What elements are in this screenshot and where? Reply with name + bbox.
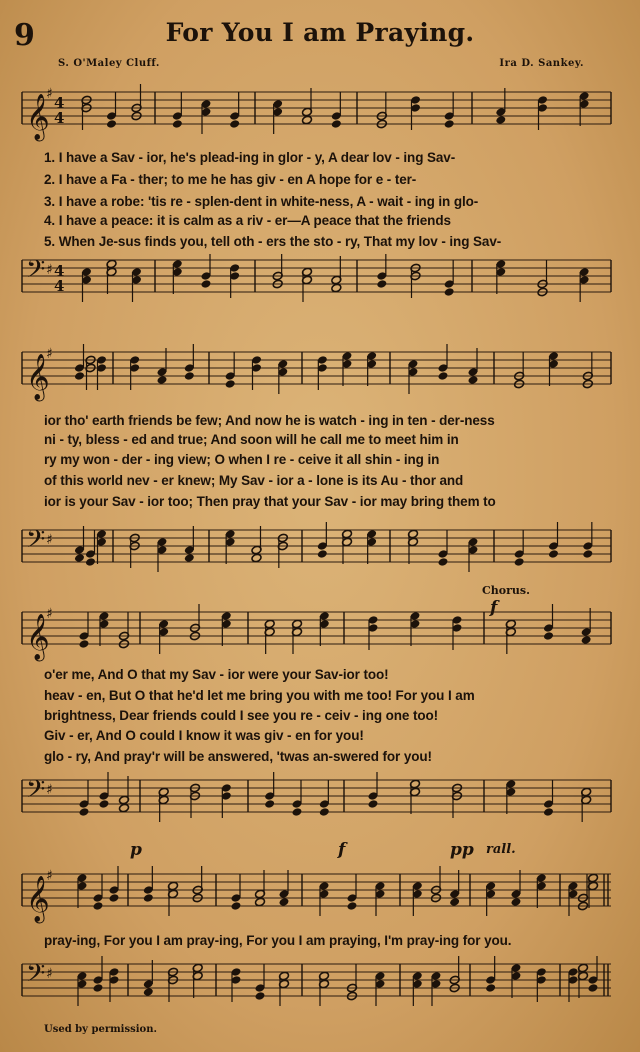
lyric-line: brightness, Dear friends could I see you re - ceiv - ing one too!: [44, 708, 439, 723]
svg-text:♯: ♯: [46, 606, 53, 622]
lyric-line: ior is your Sav - ior too; Then pray that your Sav - ior may bring them to: [44, 494, 496, 509]
svg-text:𝄞: 𝄞: [26, 354, 50, 400]
svg-text:4: 4: [54, 277, 65, 295]
dynamic-marking: f: [490, 598, 498, 618]
dynamic-marking: p: [130, 840, 142, 860]
lyricist-credit: S. O'Maley Cluff.: [58, 58, 160, 69]
treble-staff-4: [0, 856, 640, 926]
hymn-title: For You I am Praying.: [165, 18, 475, 47]
lyric-line: Giv - er, And O could I know it was giv - en for you!: [44, 728, 364, 743]
permission-note: Used by permission.: [44, 1024, 157, 1035]
svg-text:♯: ♯: [46, 532, 53, 548]
svg-text:𝄢: 𝄢: [26, 775, 46, 810]
svg-text:4: 4: [54, 109, 65, 127]
lyric-line: 5. When Je-sus finds you, tell oth - ers the sto - ry, That my lov - ing Sav-: [44, 234, 502, 249]
svg-text:♯: ♯: [46, 868, 53, 884]
svg-text:𝄢: 𝄢: [26, 255, 46, 290]
svg-text:𝄢: 𝄢: [26, 959, 46, 994]
svg-text:4: 4: [54, 94, 65, 112]
svg-text:♯: ♯: [46, 782, 53, 798]
dynamic-marking: rall.: [486, 842, 516, 857]
bass-staff-2: [0, 512, 640, 582]
bass-staff-3: [0, 768, 640, 834]
dynamic-marking: f: [338, 840, 346, 860]
lyric-line: of this world nev - er knew; My Sav - ior a - lone is its Au - thor and: [44, 473, 464, 488]
svg-text:♯: ♯: [46, 86, 53, 102]
svg-text:♯: ♯: [46, 346, 53, 362]
treble-staff-3: [0, 600, 640, 666]
lyric-line: 3. I have a robe: 'tis re - splen-dent in white-ness, A - wait - ing in glo-: [44, 194, 479, 209]
dynamic-marking: pp: [450, 840, 474, 860]
svg-text:♯: ♯: [46, 966, 53, 982]
lyric-line: 1. I have a Sav - ior, he's plead-ing in glor - y, A dear lov - ing Sav-: [44, 150, 456, 165]
svg-text:𝄞: 𝄞: [26, 614, 50, 660]
lyric-line: ior tho' earth friends be few; And now he is watch - ing in ten - der-ness: [44, 413, 495, 428]
bass-staff-1: [0, 254, 640, 314]
lyric-line: 4. I have a peace: it is calm as a riv - er—A peace that the friends: [44, 213, 451, 228]
page-number: 9: [14, 18, 35, 53]
treble-staff-2: [0, 340, 640, 410]
bass-staff-4: [0, 952, 640, 1018]
chorus-label: Chorus.: [482, 584, 530, 597]
lyric-line: 2. I have a Fa - ther; to me he has giv - en A hope for e - ter-: [44, 172, 417, 187]
lyric-line: heav - en, But O that he'd let me bring you with me too! For you I am: [44, 688, 475, 703]
composer-credit: Ira D. Sankey.: [499, 58, 584, 69]
treble-staff-1: [0, 80, 640, 150]
lyric-line: ni - ty, bless - ed and true; And soon will he call me to meet him in: [44, 432, 459, 447]
lyric-line: pray-ing, For you I am pray-ing, For you I am praying, I'm pray-ing for you.: [44, 933, 512, 948]
lyric-line: ry my won - der - ing view; O when I re - ceive it all shin - ing in: [44, 452, 440, 467]
lyric-line: o'er me, And O that my Sav - ior were your Sav-ior too!: [44, 667, 389, 682]
lyric-line: glo - ry, And pray'r will be answered, 'twas an-swered for you!: [44, 749, 432, 764]
svg-text:♯: ♯: [46, 262, 53, 278]
svg-text:𝄞: 𝄞: [26, 94, 50, 140]
svg-text:𝄞: 𝄞: [26, 876, 50, 922]
svg-text:4: 4: [54, 262, 65, 280]
svg-text:𝄢: 𝄢: [26, 525, 46, 560]
